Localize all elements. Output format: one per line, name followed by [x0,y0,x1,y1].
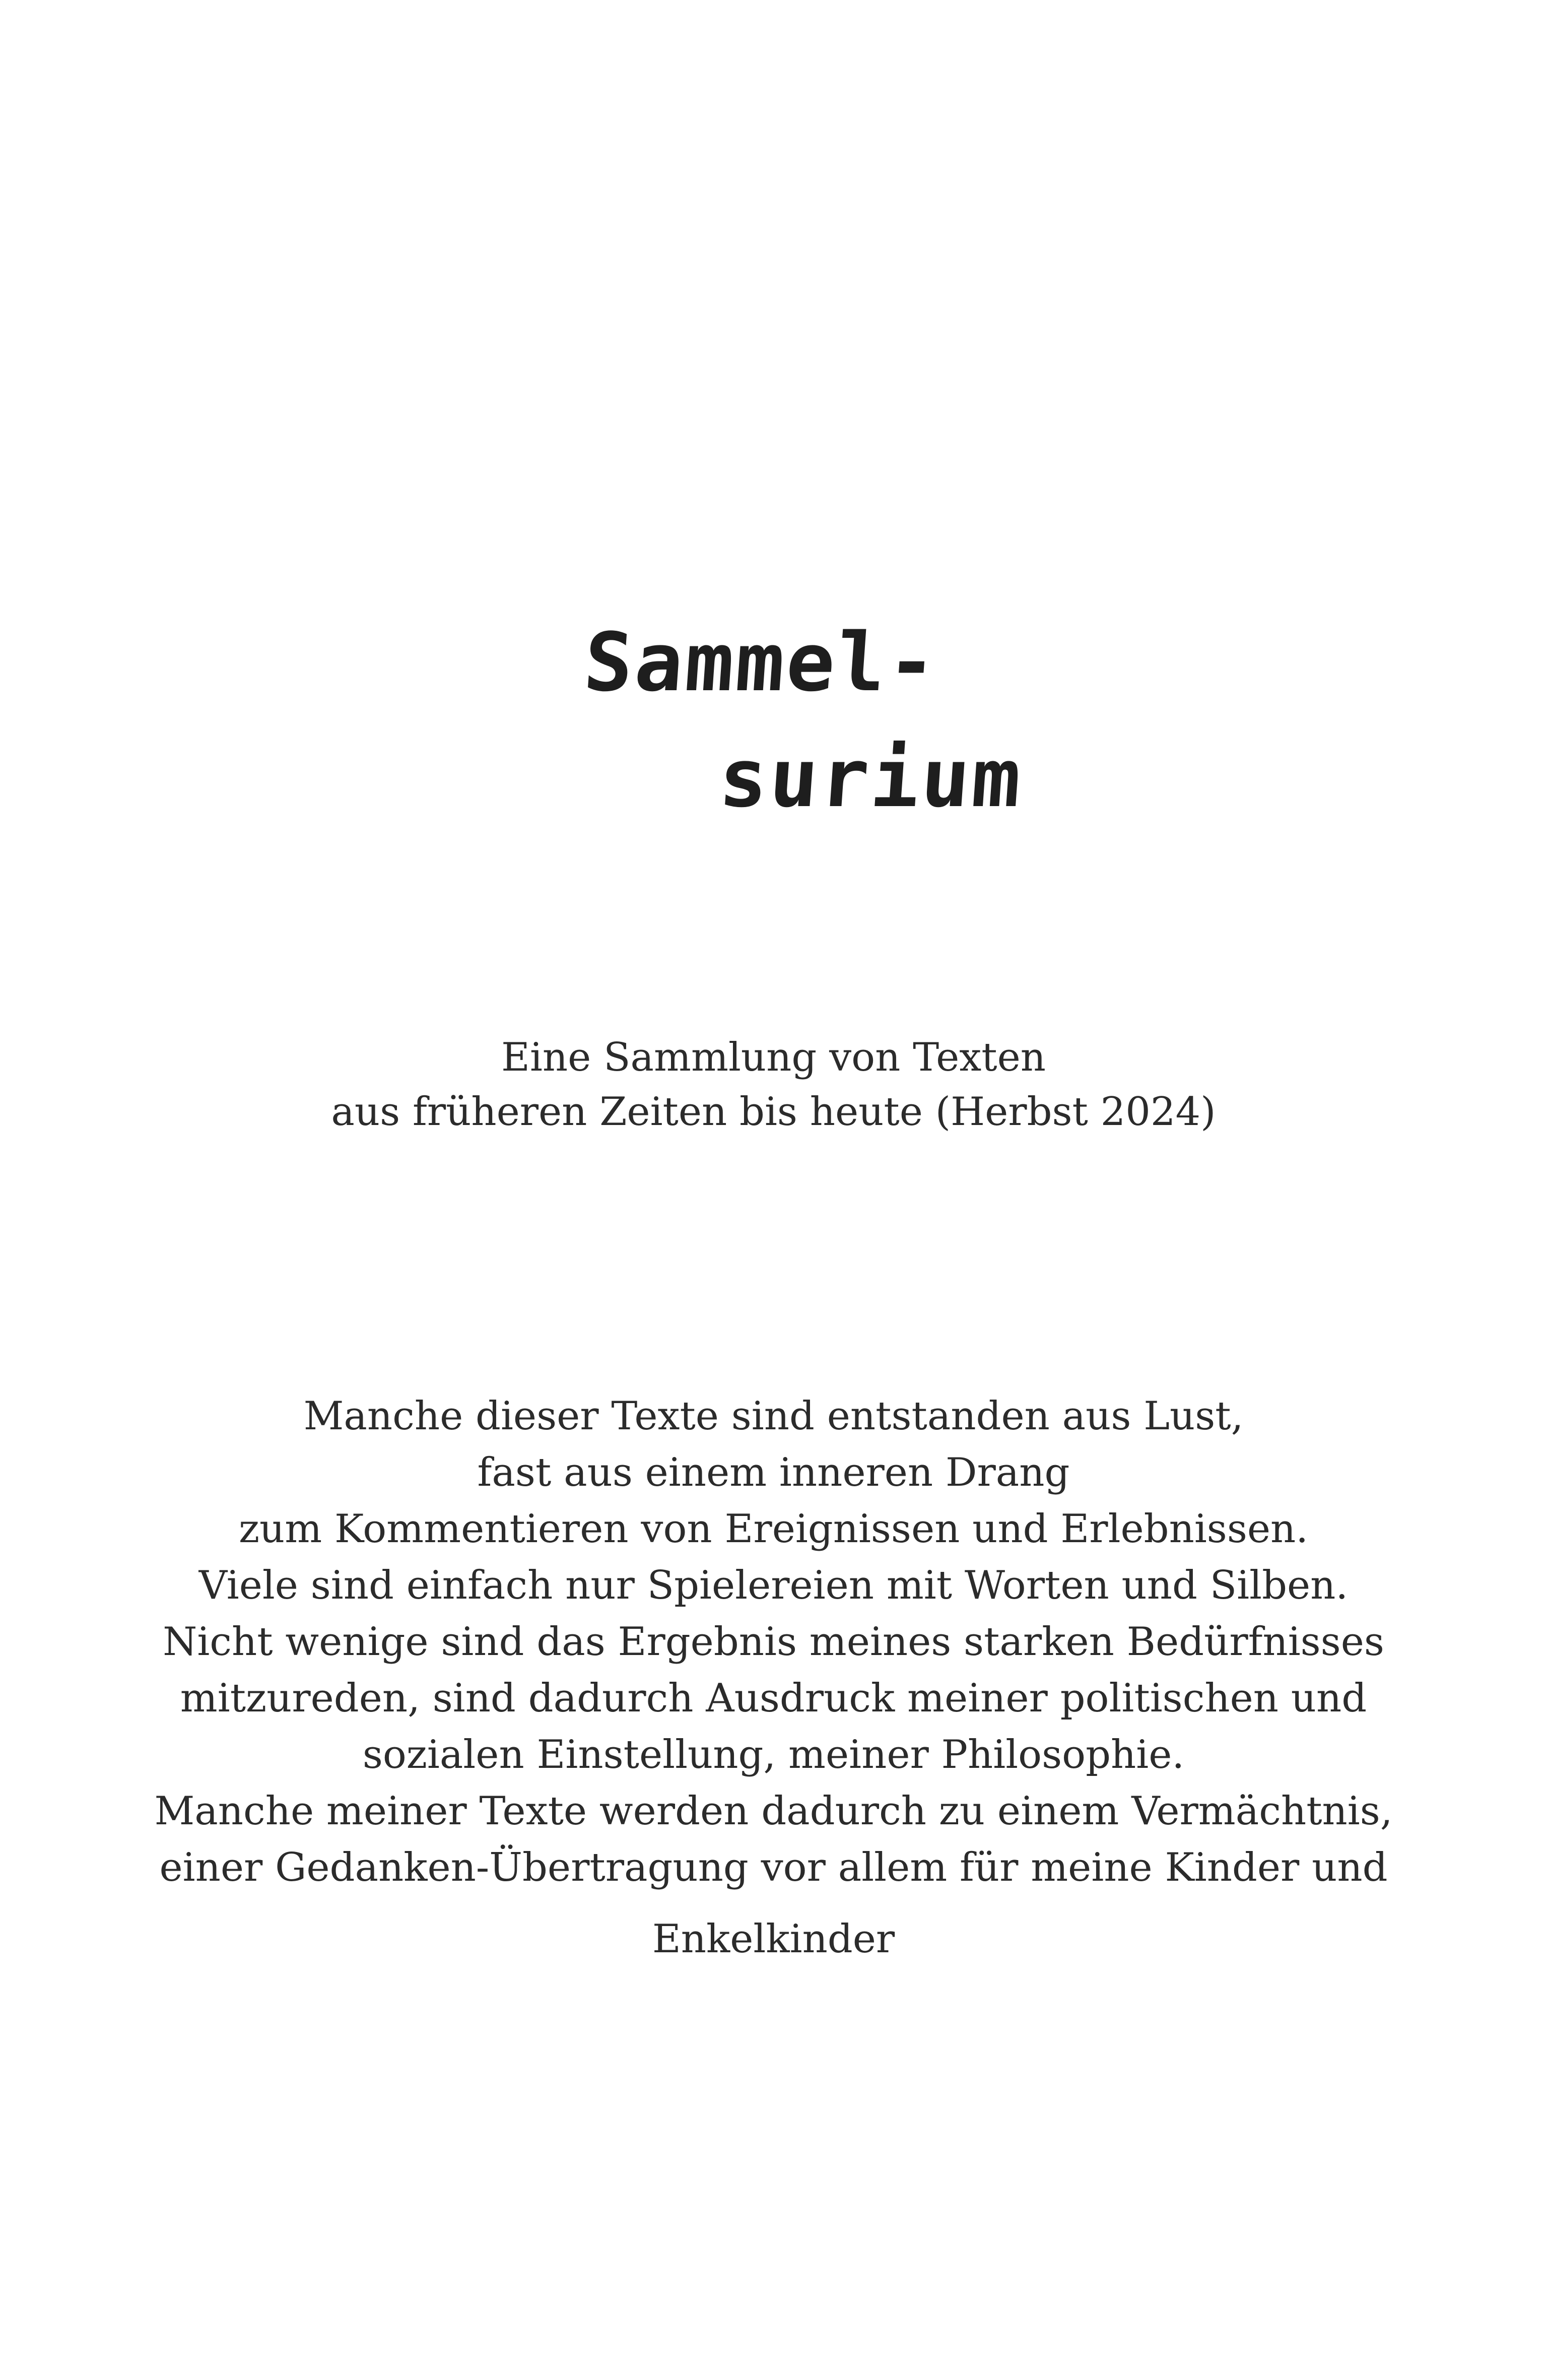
intro-line-9: einer Gedanken-Übertragung vor allem für meine Kinder und [159,1845,1388,1890]
intro-line-7: sozialen Einstellung, meiner Philosophie. [362,1732,1185,1777]
intro-line-6: mitzureden, sind dadurch Ausdruck meiner politischen und [180,1676,1367,1721]
title-line-2: surium [716,731,1026,825]
subtitle [0,1030,1547,1139]
title-line-1: Sammel- [581,615,941,709]
intro-line-4: Viele sind einfach nur Spielereien mit Worten und Silben. [198,1563,1349,1608]
intro-line-1: Manche dieser Texte sind entstanden aus Lust, [303,1394,1244,1439]
subtitle-line-2: aus früheren Zeiten bis heute (Herbst 2024) [331,1089,1216,1135]
book-title [0,0,1547,856]
intro-line-10: Enkelkinder [652,1916,895,1962]
intro-line-5: Nicht wenige sind das Ergebnis meines starken Bedürfnisses [163,1619,1384,1665]
intro-line-2: fast aus einem inneren Drang [477,1450,1070,1495]
subtitle-line-1: Eine Sammlung von Texten [501,1035,1046,1080]
intro-line-8: Manche meiner Texte werden dadurch zu einem Vermächtnis, [154,1789,1393,1834]
intro-paragraph [0,1388,1547,1967]
intro-line-3: zum Kommentieren von Ereignissen und Erlebnissen. [238,1506,1309,1552]
